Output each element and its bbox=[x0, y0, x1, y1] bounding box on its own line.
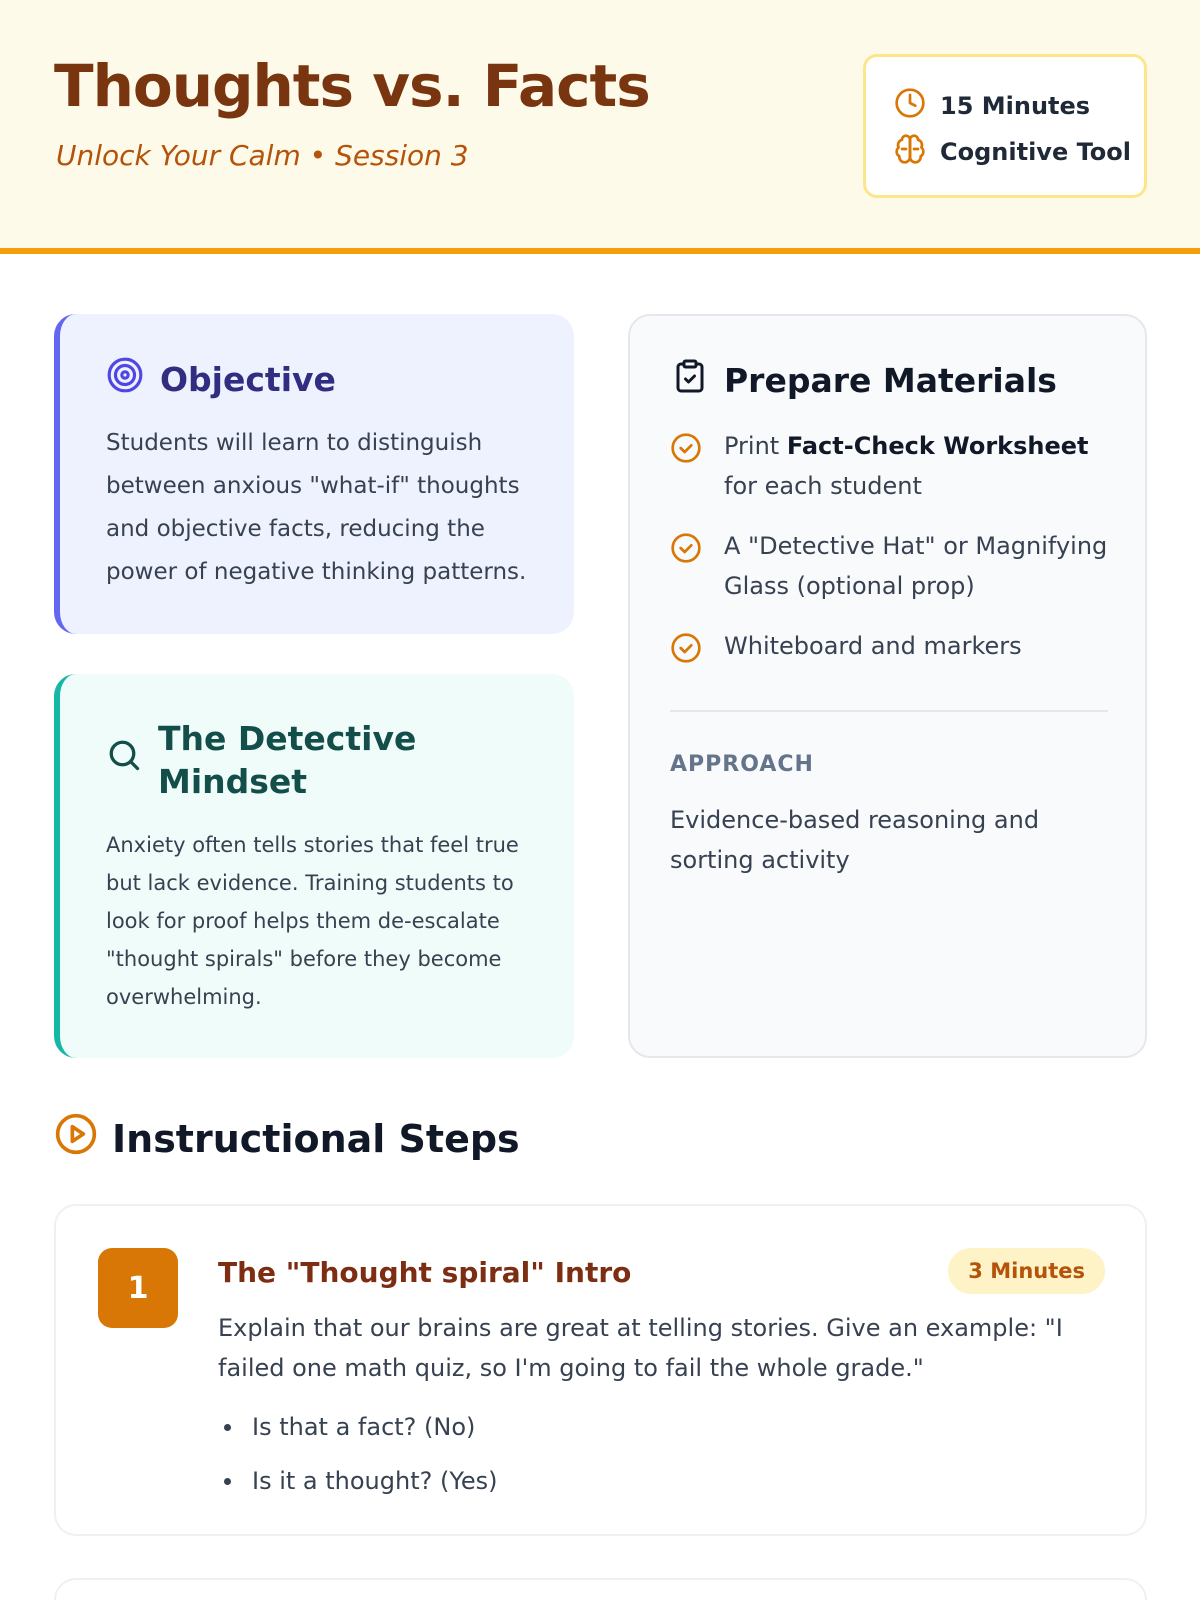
step-bullet: Is that a fact? (No) bbox=[218, 1400, 497, 1454]
detective-heading bbox=[106, 718, 526, 804]
page-header bbox=[0, 0, 1200, 254]
step-card bbox=[54, 1204, 1147, 1536]
approach-text: Evidence-based reasoning and sorting activity bbox=[670, 806, 1040, 874]
objective-heading-text: Objective bbox=[160, 359, 336, 399]
page-subtitle: Unlock Your Calm • Session 3 bbox=[56, 139, 469, 172]
objective-text: Students will learn to distinguish between anxious "what-if" thoughts and objective facts, reducing the power of negative thinking patterns. bbox=[106, 430, 527, 585]
step-description: Explain that our brains are great at telling stories. Give an example: "I failed one math quiz, so I'm going to fail the whole grade." bbox=[218, 1314, 1063, 1382]
step-bullet-list bbox=[218, 1400, 497, 1508]
materials-item-text: Whiteboard and markers bbox=[724, 632, 1022, 660]
tool-meta bbox=[894, 133, 1131, 171]
check-circle-icon bbox=[670, 526, 702, 606]
detective-text: Anxiety often tells stories that feel true but lack evidence. Training students to look for proof helps them de-escalate "thought spirals" before they become overwhelming. bbox=[106, 833, 519, 1009]
check-circle-icon bbox=[670, 426, 702, 506]
check-circle-icon bbox=[670, 626, 702, 676]
objective-heading bbox=[106, 356, 336, 402]
materials-heading-text: Prepare Materials bbox=[724, 360, 1057, 400]
target-icon bbox=[106, 356, 144, 402]
page-title: Thoughts vs. Facts bbox=[54, 52, 650, 120]
clock-icon bbox=[894, 87, 926, 125]
materials-list bbox=[670, 426, 1110, 696]
materials-heading bbox=[672, 358, 1057, 402]
duration-meta bbox=[894, 87, 1090, 125]
step-number: 1 bbox=[98, 1248, 178, 1328]
materials-item bbox=[670, 526, 1110, 606]
play-circle-icon bbox=[54, 1112, 98, 1165]
brain-icon bbox=[894, 133, 926, 171]
detective-heading-text: The Detective Mindset bbox=[158, 719, 417, 801]
step-duration-badge: 3 Minutes bbox=[948, 1248, 1105, 1294]
search-icon bbox=[106, 737, 142, 784]
next-step-card bbox=[54, 1578, 1147, 1600]
clipboard-check-icon bbox=[672, 358, 708, 402]
session-meta-box bbox=[863, 54, 1147, 198]
tool-label: Cognitive Tool bbox=[940, 138, 1131, 166]
materials-card bbox=[628, 314, 1147, 1058]
step-bullet: Is it a thought? (Yes) bbox=[218, 1454, 497, 1508]
steps-heading-text: Instructional Steps bbox=[112, 1116, 520, 1161]
duration-label: 15 Minutes bbox=[940, 92, 1091, 120]
materials-item-text: A "Detective Hat" or Magnifying Glass (optional prop) bbox=[724, 532, 1108, 600]
approach-label: APPROACH bbox=[670, 752, 814, 777]
materials-divider bbox=[670, 710, 1108, 712]
materials-item-text: Print Fact-Check Worksheet for each student bbox=[724, 432, 1089, 500]
step-title: The "Thought spiral" Intro bbox=[218, 1256, 632, 1289]
materials-item bbox=[670, 626, 1110, 676]
materials-item bbox=[670, 426, 1110, 506]
objective-card bbox=[54, 314, 574, 634]
detective-card bbox=[54, 674, 574, 1058]
steps-heading bbox=[54, 1112, 520, 1165]
